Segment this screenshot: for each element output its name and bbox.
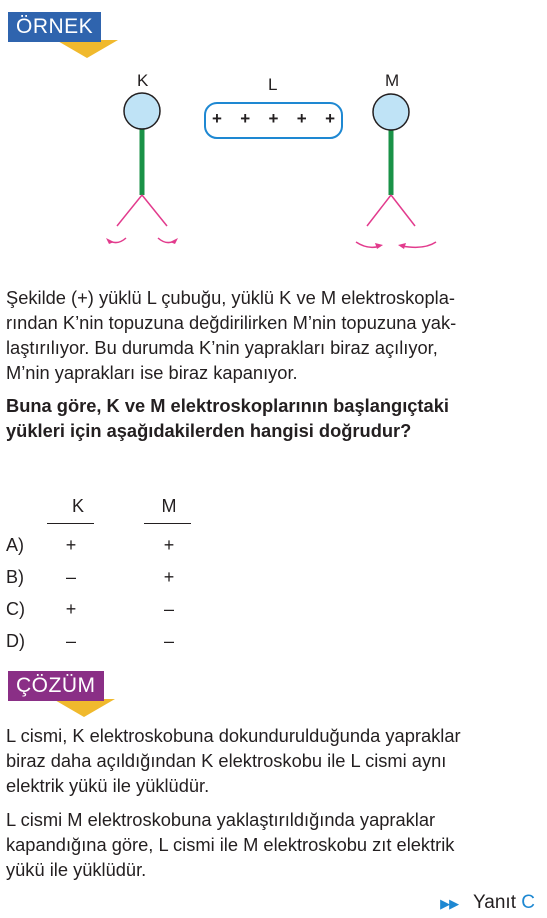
rod-charge: + bbox=[268, 109, 279, 128]
label-l: L bbox=[268, 75, 278, 94]
solution-line: L cismi, K elektroskobuna dokundurulduğunda yapraklar bbox=[6, 725, 461, 746]
problem-line: M’nin yaprakları ise biraz kapanıyor. bbox=[6, 362, 298, 383]
option-letter: C) bbox=[6, 599, 25, 619]
option-m-value: – bbox=[163, 631, 174, 651]
double-arrow-icon: ▶▶ bbox=[440, 896, 459, 911]
problem-line: rından K’nin topuzuna değdirilirken M’nin topuzuna yak- bbox=[6, 312, 457, 333]
option-m-value: – bbox=[163, 599, 174, 619]
option-letter: D) bbox=[6, 631, 25, 651]
option-letter: B) bbox=[6, 567, 24, 587]
example-badge-label: ÖRNEK bbox=[8, 12, 101, 42]
solution-badge bbox=[8, 671, 118, 709]
column-rule-k bbox=[47, 523, 94, 524]
solution-line: L cismi M elektroskobuna yaklaştırıldığında yapraklar bbox=[6, 809, 436, 830]
option-k-value: – bbox=[65, 567, 76, 587]
option-k-value: – bbox=[65, 631, 76, 651]
column-rule-m bbox=[144, 523, 191, 524]
solution-line: kapandığına göre, L cismi ile M elektroskobu zıt elektrik bbox=[6, 834, 455, 855]
solution-line: elektrik yükü ile yüklüdür. bbox=[6, 775, 210, 796]
question-line: Buna göre, K ve M elektroskoplarının başlangıçtaki bbox=[6, 395, 449, 416]
m-arrow-right bbox=[402, 242, 436, 247]
electroscope-m-leaf-left bbox=[367, 195, 391, 226]
option-k-value: + bbox=[65, 599, 77, 619]
electroscope-k bbox=[106, 93, 178, 244]
solution-badge-label: ÇÖZÜM bbox=[8, 671, 104, 701]
solution-paragraph-1 bbox=[6, 723, 538, 798]
question-line: yükleri için aşağıdakilerden hangisi doğrudur? bbox=[6, 420, 412, 441]
electroscope-diagram bbox=[0, 0, 547, 270]
problem-line: Şekilde (+) yüklü L çubuğu, yüklü K ve M elektroskopla- bbox=[6, 287, 455, 308]
solution-paragraph-2 bbox=[6, 807, 538, 882]
option-m-value: + bbox=[163, 567, 175, 587]
answer-prefix: Yanıt bbox=[473, 892, 516, 913]
option-k-value: + bbox=[65, 535, 77, 555]
rod-charge: + bbox=[212, 109, 222, 128]
label-m: M bbox=[385, 71, 400, 90]
answer bbox=[440, 892, 535, 914]
problem-line: laştırılıyor. Bu durumda K’nin yaprakları biraz açılıyor, bbox=[6, 337, 438, 358]
question-text bbox=[6, 393, 538, 443]
option-m-value: + bbox=[163, 535, 175, 555]
solution-line: yükü ile yüklüdür. bbox=[6, 859, 147, 880]
electroscope-m-knob bbox=[373, 94, 409, 130]
option-letter: A) bbox=[6, 535, 24, 555]
rod-charge: + bbox=[240, 109, 251, 128]
label-k: K bbox=[137, 71, 149, 90]
answer-letter: C bbox=[521, 892, 535, 913]
column-header-m: M bbox=[161, 496, 177, 516]
electroscope-m bbox=[356, 94, 436, 249]
rod-charge: + bbox=[325, 109, 335, 128]
column-header-k: K bbox=[71, 496, 84, 516]
rod-charge: + bbox=[296, 109, 307, 128]
problem-text bbox=[6, 285, 538, 385]
electroscope-k-leaf-right bbox=[142, 195, 167, 226]
solution-line: biraz daha açıldığından K elektroskobu ile L cismi aynı bbox=[6, 750, 447, 771]
rod-charges bbox=[212, 109, 335, 129]
electroscope-k-leaf-left bbox=[117, 195, 142, 226]
electroscope-m-leaf-right bbox=[391, 195, 415, 226]
electroscope-k-knob bbox=[124, 93, 160, 129]
badge-tab-icon bbox=[53, 699, 115, 719]
